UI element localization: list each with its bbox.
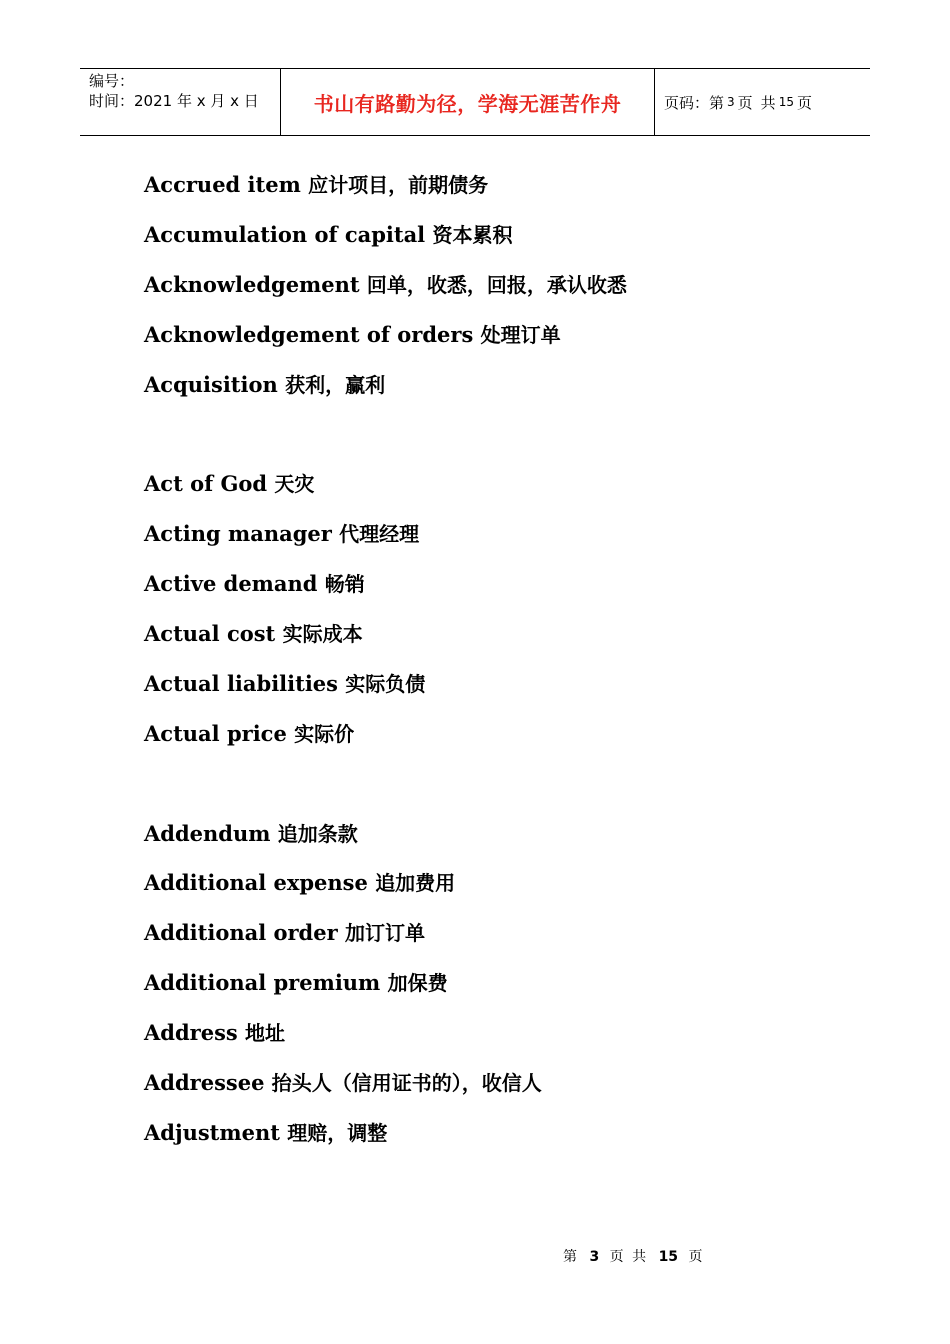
glossary-entry <box>144 958 844 1008</box>
glossary-entry <box>144 360 844 410</box>
footer-suffix: 页 <box>688 1249 705 1265</box>
entry-term: Accumulation of capital <box>144 221 426 247</box>
motto: 书山有路勤为径，学海无涯苦作舟 <box>313 91 622 116</box>
glossary-entry <box>144 260 844 310</box>
glossary-entry <box>144 659 844 709</box>
blank-line <box>144 759 844 809</box>
entry-term: Addressee <box>144 1070 265 1096</box>
glossary-entry <box>144 858 844 908</box>
glossary-entry <box>144 559 844 609</box>
glossary-entry <box>144 160 844 210</box>
entry-term: Acknowledgement of orders <box>144 321 474 347</box>
glossary-entry <box>144 1008 844 1058</box>
page-total: 15 <box>778 95 794 109</box>
entry-translation: 回单，收悉，回报，承认收悉 <box>366 272 627 297</box>
header-motto-cell <box>281 69 655 135</box>
page-suffix: 页 <box>796 93 812 112</box>
glossary-entry <box>144 1108 844 1158</box>
entry-term: Additional expense <box>144 870 368 896</box>
entry-translation: 实际价 <box>294 721 355 746</box>
entry-translation: 加保费 <box>387 971 448 996</box>
entry-term: Additional order <box>144 920 338 946</box>
entry-translation: 实际成本 <box>282 622 363 647</box>
header-meta <box>80 69 281 135</box>
entry-term: Address <box>144 1020 238 1046</box>
page-header <box>80 68 870 136</box>
entry-translation: 应计项目，前期债务 <box>308 173 489 197</box>
glossary-entry <box>144 908 844 958</box>
page-total-prefix: 共 <box>760 93 776 112</box>
footer-mid: 页 共 <box>609 1249 649 1265</box>
glossary-list <box>144 160 844 1158</box>
footer-prefix: 第 <box>563 1249 579 1265</box>
header-page-info <box>655 69 870 135</box>
entry-term: Adjustment <box>144 1119 280 1145</box>
page-current: 3 <box>727 95 735 109</box>
number-label: 编号： <box>89 72 135 90</box>
entry-term: Acquisition <box>144 371 278 397</box>
entry-translation: 处理订单 <box>480 322 561 347</box>
glossary-entry <box>144 459 844 509</box>
entry-term: Accrued item <box>144 172 301 197</box>
entry-translation: 地址 <box>245 1021 286 1046</box>
page-prefix: 页码：第 <box>664 93 725 112</box>
entry-term: Addendum <box>144 820 271 846</box>
entry-translation: 追加费用 <box>375 871 456 896</box>
entry-term: Act of God <box>144 471 268 497</box>
glossary-entry <box>144 509 844 559</box>
entry-translation: 抬头人（信用证书的），收信人 <box>271 1071 542 1096</box>
blank-line <box>144 409 844 459</box>
entry-term: Actual cost <box>144 621 276 647</box>
glossary-entry <box>144 310 844 360</box>
entry-term: Acting manager <box>144 521 332 547</box>
entry-translation: 获利，赢利 <box>285 372 386 397</box>
page-mid: 页 <box>737 93 753 112</box>
entry-translation: 理赔，调整 <box>287 1120 388 1145</box>
entry-translation: 天灾 <box>274 472 315 497</box>
entry-translation: 代理经理 <box>339 522 420 547</box>
footer-current: 3 <box>589 1249 600 1265</box>
entry-term: Additional premium <box>144 970 381 996</box>
time-label: 时间：2021 年 x 月 x 日 <box>89 92 259 110</box>
entry-translation: 资本累积 <box>432 222 513 247</box>
entry-term: Active demand <box>144 571 318 597</box>
entry-translation: 加订订单 <box>344 921 425 946</box>
entry-term: Acknowledgement <box>144 271 360 297</box>
glossary-entry <box>144 709 844 759</box>
entry-translation: 追加条款 <box>277 821 358 846</box>
glossary-entry <box>144 1058 844 1108</box>
glossary-entry <box>144 809 844 859</box>
entry-term: Actual liabilities <box>144 670 338 696</box>
page-footer <box>563 1246 705 1266</box>
footer-total: 15 <box>658 1249 679 1265</box>
glossary-entry <box>144 210 844 260</box>
entry-translation: 实际负债 <box>345 671 426 696</box>
entry-term: Actual price <box>144 720 287 746</box>
glossary-entry <box>144 609 844 659</box>
entry-translation: 畅销 <box>324 572 365 597</box>
